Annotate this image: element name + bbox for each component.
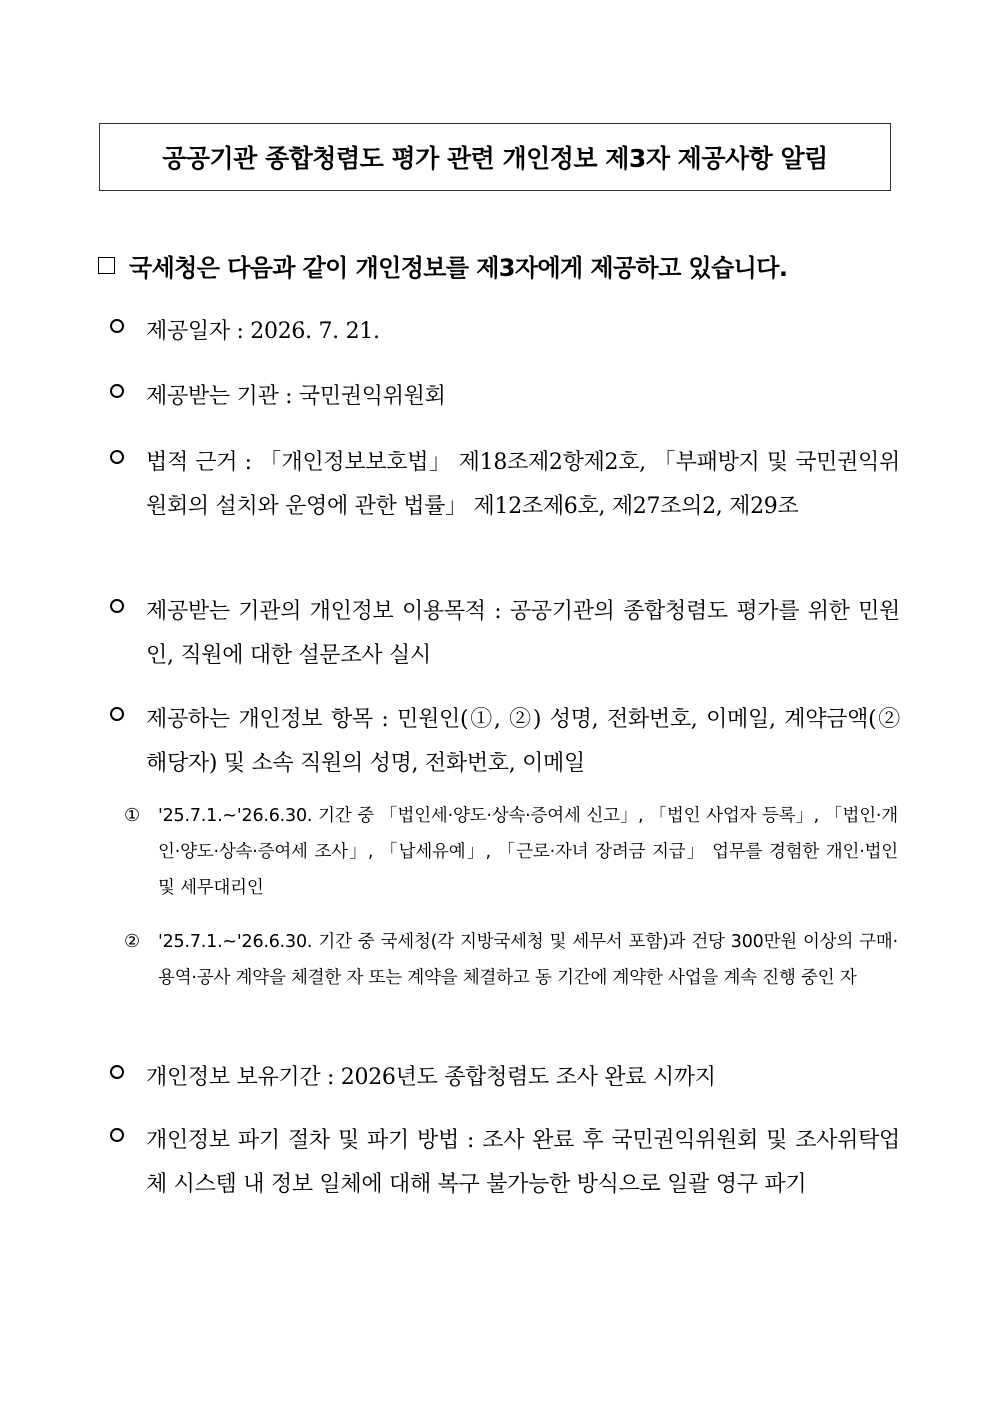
- circle-bullet-icon: [110, 599, 124, 613]
- circle-bullet-icon: [110, 1128, 124, 1142]
- page-title: 공공기관 종합청렴도 평가 관련 개인정보 제3자 제공사항 알림: [99, 123, 891, 191]
- checkbox-square-icon: [98, 257, 115, 274]
- sub-item-text: '25.7.1.~'26.6.30. 기간 중 「법인세·양도·상속·증여세 신고」, 「법인 사업자 등록」, 「법인·개인·양도·상속·증여세 조사」, 「납세유예」, 「근로·자녀 장려금 지급」 업무를 경험한 개인·법인 및 세무대리인: [158, 806, 898, 898]
- list-item-text: 제공일자 : 2026. 7. 21.: [146, 319, 380, 344]
- list-item-recipient: [110, 375, 900, 419]
- list-item-text: 개인정보 파기 절차 및 파기 방법 : 조사 완료 후 국민권익위원회 및 조사위탁업체 시스템 내 정보 일체에 대해 복구 불가능한 방식으로 일괄 영구 파기: [146, 1128, 900, 1197]
- list-item-retention: [110, 1056, 900, 1100]
- list-item-text: 제공하는 개인정보 항목 : 민원인(①, ②) 성명, 전화번호, 이메일, 계약금액(② 해당자) 및 소속 직원의 성명, 전화번호, 이메일: [146, 707, 900, 776]
- circle-bullet-icon: [110, 707, 124, 721]
- intro-heading: [98, 248, 898, 283]
- sub-item-1: [124, 798, 898, 906]
- sub-item-2: [124, 924, 898, 996]
- circle-bullet-icon: [110, 450, 124, 464]
- list-item-data-fields: [110, 698, 900, 786]
- list-item-purpose: [110, 590, 900, 678]
- circle-bullet-icon: [110, 319, 124, 333]
- list-item-destruction: [110, 1119, 900, 1207]
- list-item-text: 법적 근거 : 「개인정보보호법」 제18조제2항제2호, 「부패방지 및 국민권익위원회의 설치와 운영에 관한 법률」 제12조제6호, 제27조의2, 제29조: [146, 450, 900, 519]
- intro-text: 국세청은 다음과 같이 개인정보를 제3자에게 제공하고 있습니다.: [129, 254, 788, 282]
- list-item-text: 개인정보 보유기간 : 2026년도 종합청렴도 조사 완료 시까지: [146, 1065, 716, 1090]
- list-item-text: 제공받는 기관 : 국민권익위원회: [146, 384, 446, 409]
- circled-number: ②: [124, 931, 141, 952]
- list-item-legal-basis: [110, 441, 900, 529]
- circle-bullet-icon: [110, 1065, 124, 1079]
- circled-number: ①: [124, 805, 141, 826]
- list-item-date: [110, 310, 900, 354]
- circle-bullet-icon: [110, 384, 124, 398]
- list-item-text: 제공받는 기관의 개인정보 이용목적 : 공공기관의 종합청렴도 평가를 위한 민원인, 직원에 대한 설문조사 실시: [146, 599, 900, 668]
- sub-item-text: '25.7.1.~'26.6.30. 기간 중 국세청(각 지방국세청 및 세무서 포함)과 건당 300만원 이상의 구매·용역·공사 계약을 체결한 자 또는 계약을 체결하고 동 기간에 계약한 사업을 계속 진행 중인 자: [158, 932, 898, 988]
